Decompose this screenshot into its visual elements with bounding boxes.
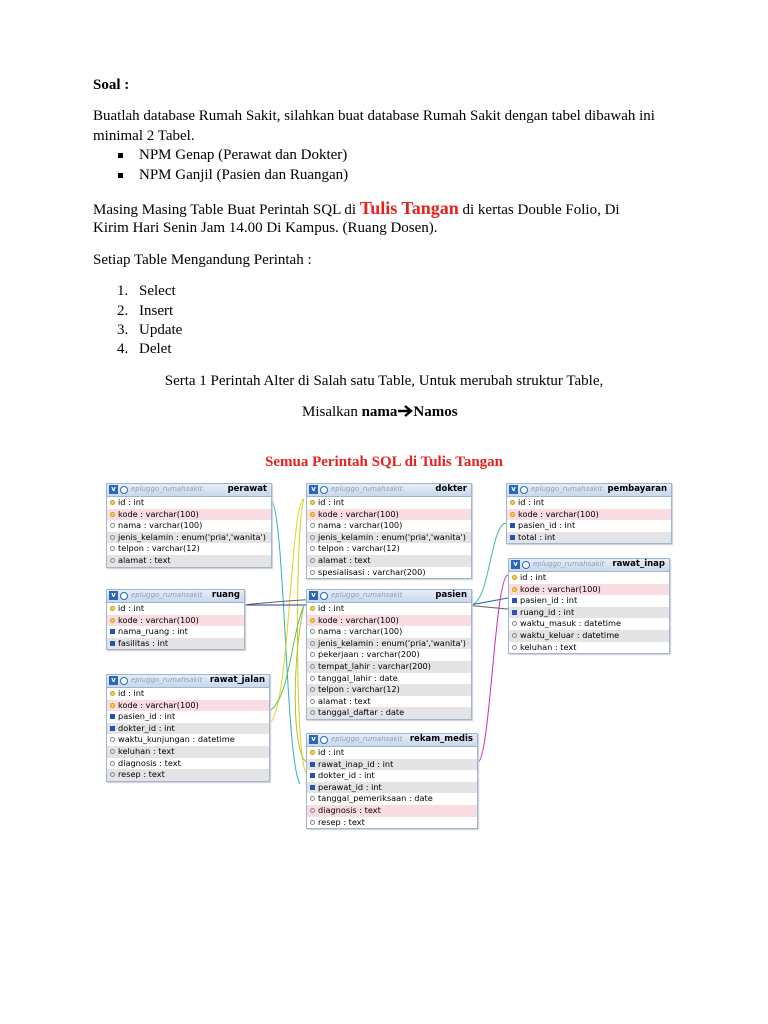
relation-line [270,499,300,784]
table-name: pembayaran [607,484,667,494]
db-table-pembayaran [506,483,672,544]
key-icon [310,512,315,517]
column-row: jenis_kelamin : enum('pria','wanita') [307,638,471,650]
foreign-key-icon [310,785,315,790]
soal-label: Soal : [93,77,130,93]
key-icon [110,703,115,708]
primary-key-icon [512,575,517,580]
foreign-key-icon [310,773,315,778]
column-icon [310,820,315,825]
db-table-ruang [106,589,245,650]
column-row: spesialisasi : varchar(200) [307,567,471,579]
relation-line [470,598,508,605]
column-icon [110,737,115,742]
options-icon [320,736,328,744]
command-number: 4. [117,341,129,357]
column-row: pasien_id : int [507,520,671,532]
column-row: id : int [307,497,471,509]
db-table-pasien [306,589,472,720]
key-icon [512,587,517,592]
primary-key-icon [110,500,115,505]
intro-line-2: minimal 2 Tabel. [93,128,195,144]
collapse-icon: v [109,676,118,685]
command-number: 1. [117,283,129,299]
column-icon [512,633,517,638]
misalkan-pre: Misalkan [302,404,358,420]
table-name: rawat_jalan [209,675,265,685]
foreign-key-icon [512,610,517,615]
column-row: kode : varchar(100) [509,584,669,596]
column-row: keluhan : text [107,746,269,758]
db-name: epluggo_rumahsakit [331,591,403,599]
instruction-post: di kertas Double Folio, Di [462,202,620,218]
table-name: rawat_inap [612,559,665,569]
column-icon [110,629,115,634]
column-row: alamat : text [307,555,471,567]
column-row: rawat_inap_id : int [307,759,477,771]
command-item: Select [139,283,176,299]
db-table-rekam-medis [306,733,478,829]
key-icon [110,512,115,517]
db-name: epluggo_rumahsakit [531,485,603,493]
column-icon [110,761,115,766]
column-icon [512,645,517,650]
column-icon [310,710,315,715]
table-header [307,484,471,497]
column-row: jenis_kelamin : enum('pria','wanita') [107,532,271,544]
db-table-rawat-jalan [106,674,270,782]
db-name: epluggo_rumahsakit [533,560,605,568]
db-name: epluggo_rumahsakit [131,591,203,599]
db-table-dokter [306,483,472,579]
collapse-icon: v [309,591,318,600]
column-row: alamat : text [307,696,471,708]
column-icon [110,546,115,551]
column-row: pasien_id : int [509,595,669,607]
column-icon [310,687,315,692]
collapse-icon: v [309,485,318,494]
options-icon [522,561,530,569]
alter-line: Serta 1 Perintah Alter di Salah satu Table, Untuk merubah struktur Table, [164,373,604,389]
table-name: ruang [211,590,240,600]
table-header [107,484,271,497]
column-row: kode : varchar(100) [107,509,271,521]
column-row: telpon : varchar(12) [307,684,471,696]
foreign-key-icon [110,714,115,719]
bullet-item: NPM Genap (Perawat dan Dokter) [139,147,348,163]
column-row: resep : text [307,817,477,829]
column-row: tempat_lahir : varchar(200) [307,661,471,673]
misalkan-from: nama [361,404,398,420]
table-name: pasien [435,590,467,600]
column-row: pasien_id : int [107,711,269,723]
options-icon [320,486,328,494]
column-icon [310,664,315,669]
db-name: epluggo_rumahsakit [331,735,403,743]
column-icon [310,535,315,540]
column-icon [110,641,115,646]
column-icon [110,558,115,563]
column-row: diagnosis : text [107,758,269,770]
column-row: id : int [307,747,477,759]
instruction-line-2: Kirim Hari Senin Jam 14.00 Di Kampus. (Ruang Dosen). [93,220,438,236]
key-icon [310,618,315,623]
column-icon [310,558,315,563]
foreign-key-icon [510,535,515,540]
column-icon [512,621,517,626]
command-number: 3. [117,322,129,338]
db-table-perawat [106,483,272,568]
column-row: kode : varchar(100) [107,700,269,712]
column-row: kode : varchar(100) [507,509,671,521]
column-icon [110,523,115,528]
foreign-key-icon [512,598,517,603]
foreign-key-icon [310,762,315,767]
column-row: id : int [307,603,471,615]
column-row: dokter_id : int [307,770,477,782]
column-row: total : int [507,532,671,544]
column-row: tanggal_daftar : date [307,707,471,719]
column-row: ruang_id : int [509,607,669,619]
db-name: epluggo_rumahsakit [331,485,403,493]
column-row: resep : text [107,769,269,781]
foreign-key-icon [510,523,515,528]
column-icon [110,772,115,777]
table-header [107,590,244,603]
column-row: tanggal_lahir : date [307,673,471,685]
column-row: fasilitas : int [107,638,244,650]
column-row: id : int [107,497,271,509]
column-row: diagnosis : text [307,805,477,817]
setiap-heading: Setiap Table Mengandung Perintah : [93,252,312,268]
collapse-icon: v [511,560,520,569]
options-icon [320,592,328,600]
relation-line [470,523,506,605]
column-row: pekerjaan : varchar(200) [307,649,471,661]
bullet-item: NPM Ganjil (Pasien dan Ruangan) [139,167,349,183]
column-row: kode : varchar(100) [107,615,244,627]
column-row: perawat_id : int [307,782,477,794]
column-row: waktu_kunjungan : datetime [107,734,269,746]
column-icon [310,570,315,575]
collapse-icon: v [309,735,318,744]
column-icon [310,699,315,704]
db-name: epluggo_rumahsakit [131,676,203,684]
options-icon [120,486,128,494]
primary-key-icon [310,606,315,611]
column-icon [310,641,315,646]
db-table-rawat-inap [508,558,670,654]
column-row: id : int [107,688,269,700]
column-icon [310,652,315,657]
column-icon [110,535,115,540]
options-icon [120,677,128,685]
column-row: waktu_keluar : datetime [509,630,669,642]
column-icon [310,676,315,681]
column-row: waktu_masuk : datetime [509,618,669,630]
column-row: kode : varchar(100) [307,615,471,627]
key-icon [510,512,515,517]
column-row: alamat : text [107,555,271,567]
column-row: telpon : varchar(12) [107,543,271,555]
collapse-icon: v [109,485,118,494]
primary-key-icon [110,691,115,696]
misalkan-to: Namos [413,404,458,420]
column-icon [110,749,115,754]
column-row: nama_ruang : int [107,626,244,638]
column-row: id : int [107,603,244,615]
table-header [509,559,669,572]
options-icon [520,486,528,494]
column-row: nama : varchar(100) [307,626,471,638]
command-item: Insert [139,303,174,319]
column-icon [310,523,315,528]
options-icon [120,592,128,600]
collapse-icon: v [509,485,518,494]
column-icon [310,796,315,801]
table-header [107,675,269,688]
foreign-key-icon [110,726,115,731]
column-row: id : int [507,497,671,509]
column-row: nama : varchar(100) [307,520,471,532]
column-row: jenis_kelamin : enum('pria','wanita') [307,532,471,544]
column-row: id : int [509,572,669,584]
collapse-icon: v [109,591,118,600]
intro-line-1: Buatlah database Rumah Sakit, silahkan buat database Rumah Sakit dengan tabel dibawah ini [93,108,655,124]
diagram-title: Semua Perintah SQL di Tulis Tangan [264,454,504,470]
column-icon [310,546,315,551]
command-item: Delet [139,341,172,357]
column-icon [310,629,315,634]
db-name: epluggo_rumahsakit [131,485,203,493]
column-row: telpon : varchar(12) [307,543,471,555]
instruction-pre: Masing Masing Table Buat Perintah SQL di [93,202,357,218]
table-name: rekam_medis [409,734,473,744]
column-row: tanggal_pemeriksaan : date [307,793,477,805]
command-number: 2. [117,303,129,319]
table-header [507,484,671,497]
instruction-emphasis: Tulis Tangan [359,198,459,218]
primary-key-icon [510,500,515,505]
primary-key-icon [310,750,315,755]
table-header [307,734,477,747]
table-name: perawat [227,484,267,494]
key-icon [110,618,115,623]
column-icon [310,808,315,813]
primary-key-icon [110,606,115,611]
table-header [307,590,471,603]
column-row: keluhan : text [509,642,669,654]
command-item: Update [139,322,183,338]
table-name: dokter [435,484,467,494]
primary-key-icon [310,500,315,505]
column-row: dokter_id : int [107,723,269,735]
column-row: kode : varchar(100) [307,509,471,521]
column-row: nama : varchar(100) [107,520,271,532]
